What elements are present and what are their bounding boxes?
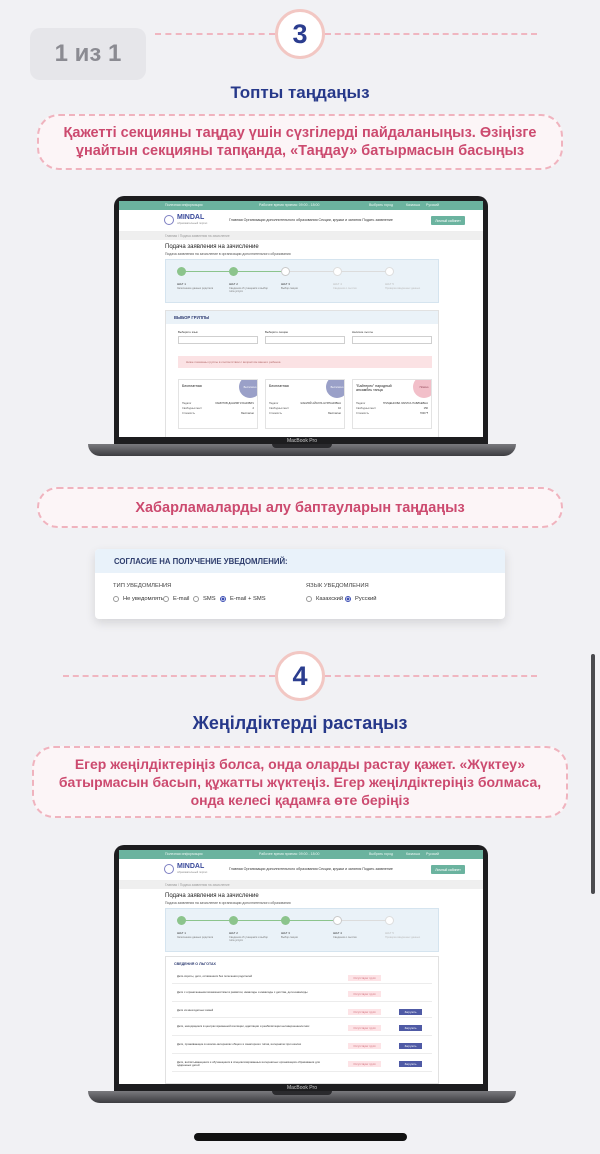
- step-5-desc: Проверка введенных данных: [385, 287, 421, 290]
- benefit-row-3: [172, 1006, 432, 1018]
- step4-number-badge: 4: [275, 651, 325, 701]
- step-2-dot: [229, 267, 238, 276]
- radio-sms[interactable]: [193, 596, 216, 602]
- free-label: Свободных мест: [356, 407, 377, 410]
- radio-icon: [163, 596, 169, 602]
- stepper-line-todo: [337, 920, 389, 921]
- step-4-label: ШАГ 4: [333, 282, 342, 286]
- upload-button[interactable]: Загрузить: [399, 1043, 422, 1049]
- filter-section-select[interactable]: [265, 336, 345, 344]
- cost-value: Бесплатно: [328, 412, 341, 415]
- teacher-value: ЖАКИЯЙ АЙАУЛЬ НУРЛАНОВНА: [300, 402, 341, 405]
- step-3-desc: Выбор секции: [281, 936, 298, 939]
- radio-selected-icon: [220, 596, 226, 602]
- radio-russian[interactable]: [345, 596, 377, 602]
- filter-benefit-label: Наличие льготы: [352, 330, 373, 334]
- step4-title: Жеңілдіктерді растаңыз: [192, 713, 408, 733]
- step3-title: Топты таңдаңыз: [230, 83, 370, 102]
- topbar-city[interactable]: Выбрать город: [369, 203, 394, 207]
- step-4-dot: [333, 916, 342, 925]
- notification-language-label: ЯЗЫК УВЕДОМЛЕНИЯ: [306, 583, 369, 589]
- page-counter: 1 из 1: [30, 28, 146, 80]
- topbar-hours: Рабочее время приема: 09:00 - 18:00: [259, 203, 320, 207]
- benefit-row-6: [172, 1058, 432, 1072]
- benefit-status: Отсутствуют групп: [348, 1061, 381, 1067]
- filter-section-label: Выберите секцию: [265, 330, 289, 334]
- topbar-hours: Рабочее время приема: 09:00 - 18:00: [259, 852, 320, 856]
- page-title: Подача заявления на зачисление: [165, 244, 259, 250]
- group-card-3[interactable]: [352, 379, 432, 429]
- laptop-brand: MacBook Pro: [286, 1085, 317, 1091]
- benefit-row-4: [172, 1022, 432, 1036]
- upload-button[interactable]: Загрузить: [399, 1009, 422, 1015]
- step-5-desc: Проверка введенных данных: [385, 936, 421, 939]
- logo-text[interactable]: MINDAL: [177, 863, 205, 870]
- topbar-info[interactable]: Полезная информация: [165, 203, 203, 207]
- stepper: [165, 908, 439, 952]
- logo-subtitle: образовательный портал: [177, 222, 208, 225]
- free-value: 10: [338, 407, 341, 410]
- laptop-notch: [272, 1091, 332, 1095]
- benefit-text: Дети, находящиеся в центрах временной изоляции, адаптации и реабилитации несовершеннолетних: [177, 1024, 310, 1028]
- breadcrumb: Главная / Подача заявления на зачисление: [119, 232, 483, 240]
- cost-label: Стоимость: [182, 412, 195, 415]
- step-3-label: ШАГ 3: [281, 931, 290, 935]
- benefit-text: Дети из многодетных семей: [177, 1008, 214, 1012]
- price-badge: Бесплатно: [239, 379, 258, 398]
- benefit-text: Дети, воспитывающиеся и обучающиеся в специализированных интернатных организациях образования для одаренных детей: [177, 1060, 320, 1068]
- free-value: 2: [252, 407, 254, 410]
- teacher-label: Педагог: [269, 402, 279, 405]
- benefit-row-2: [172, 988, 432, 1002]
- group-card-title: Бесплатная: [182, 384, 202, 388]
- step-1-dot: [177, 916, 186, 925]
- group-card-title: "Байтерек" народный ансамбль танца: [356, 384, 392, 392]
- step3-instruction: Қажетті секцияны таңдау үшін сүзгілерді пайдаланыңыз. Өзіңізге ұнайтын секцияны тапқанда, «Таңдау» батырмасын басыңыз: [37, 114, 563, 170]
- radio-label: Не уведомлять: [123, 596, 164, 602]
- cost-label: Стоимость: [356, 412, 369, 415]
- step-2-desc: Сведения об учащемся и выбор типа услуги: [229, 287, 268, 294]
- logo-icon: [164, 215, 174, 225]
- cabinet-button[interactable]: Личный кабинет: [431, 216, 465, 225]
- radio-label: Казахский: [316, 596, 344, 602]
- benefit-status: Отсутствуют групп: [348, 1043, 381, 1049]
- breadcrumb: Главная / Подача заявления на зачисление: [119, 881, 483, 889]
- nav-links[interactable]: Главная Организации дополнительного образования Секции, кружки и занятия Подать заявление: [229, 867, 393, 871]
- group-card-1[interactable]: [178, 379, 258, 429]
- upload-button[interactable]: Загрузить: [399, 1061, 422, 1067]
- page-subtitle: Подача заявления на зачисление в организации дополнительного образования: [165, 901, 291, 905]
- step-1-dot: [177, 267, 186, 276]
- notification-type-label: ТИП УВЕДОМЛЕНИЯ: [113, 583, 172, 589]
- step-4-label: ШАГ 4: [333, 931, 342, 935]
- topbar-lang-ru[interactable]: Русский: [426, 852, 439, 856]
- step4-divider-right: [325, 675, 537, 677]
- logo-subtitle: образовательный портал: [177, 871, 208, 874]
- logo-icon: [164, 864, 174, 874]
- benefits-title: СВЕДЕНИЯ О ЛЬГОТАХ: [174, 962, 216, 966]
- step-2-desc: Сведения об учащемся и выбор типа услуги: [229, 936, 268, 943]
- laptop-brand: MacBook Pro: [286, 438, 317, 444]
- price-badge: Платно: [413, 379, 432, 398]
- benefit-text: Дети, проживающие в школах-интернатах общего и санаторного типов, интернатах при школах: [177, 1042, 302, 1046]
- step-5-label: ШАГ 5: [385, 282, 394, 286]
- cost-value: 7000 ₸: [419, 412, 428, 415]
- radio-icon: [113, 596, 119, 602]
- step-2-label: ШАГ 2: [229, 931, 238, 935]
- group-panel: [165, 310, 439, 437]
- filter-language-select[interactable]: [178, 336, 258, 344]
- step-5-label: ШАГ 5: [385, 931, 394, 935]
- topbar-info[interactable]: Полезная информация: [165, 852, 203, 856]
- radio-label: Русский: [355, 596, 377, 602]
- radio-label: E-mail: [173, 596, 190, 602]
- cost-value: Бесплатно: [241, 412, 254, 415]
- cabinet-button[interactable]: Личный кабинет: [431, 865, 465, 874]
- group-card-2[interactable]: [265, 379, 345, 429]
- site-navbar: [119, 859, 483, 881]
- step-1-desc: Заполнение данных родителя: [177, 936, 214, 939]
- filter-benefit-select[interactable]: [352, 336, 432, 344]
- benefit-row-1: [172, 972, 432, 984]
- step-2-label: ШАГ 2: [229, 282, 238, 286]
- teacher-label: Педагог: [356, 402, 366, 405]
- step-1-label: ШАГ 1: [177, 282, 186, 286]
- step-1-desc: Заполнение данных родителя: [177, 287, 214, 290]
- laptop-screen: [119, 850, 483, 1084]
- benefit-status: Отсутствуют групп: [348, 991, 381, 997]
- page-title: Подача заявления на зачисление: [165, 893, 259, 899]
- teacher-value: ГРИЦЕНКОВА ЛАРИСА ПАВЛЬЕВНА: [382, 402, 428, 405]
- benefit-status: Отсутствуют групп: [348, 1009, 381, 1015]
- step-3-label: ШАГ 3: [281, 282, 290, 286]
- step-3-dot: [281, 267, 290, 276]
- free-value: 150: [423, 407, 428, 410]
- home-indicator[interactable]: [194, 1133, 407, 1141]
- step-2-dot: [229, 916, 238, 925]
- radio-icon: [306, 596, 312, 602]
- benefit-text: Дети-сироты, дети, оставшиеся без попечения родителей: [177, 974, 253, 978]
- topbar-city[interactable]: Выбрать город: [369, 852, 394, 856]
- benefit-status: Отсутствуют групп: [348, 975, 381, 981]
- free-label: Свободных мест: [182, 407, 203, 410]
- step3-divider-right: [325, 33, 537, 35]
- radio-no-notify[interactable]: [113, 596, 164, 602]
- teacher-value: ХАМИТОВ ДАНИЯР КУАНОВИЧ: [215, 402, 254, 405]
- step-3-desc: Выбор секции: [281, 287, 298, 290]
- radio-email-sms[interactable]: [220, 596, 266, 602]
- stepper: [165, 259, 439, 303]
- benefit-status: Отсутствуют групп: [348, 1025, 381, 1031]
- benefits-panel: [165, 956, 439, 1084]
- teacher-label: Педагог: [182, 402, 192, 405]
- cost-label: Стоимость: [269, 412, 282, 415]
- upload-button[interactable]: Загрузить: [399, 1025, 422, 1031]
- notifications-instruction: Хабарламаларды алу баптауларын таңдаңыз: [37, 487, 563, 528]
- filter-language-label: Выберите язык: [178, 330, 198, 334]
- notifications-title: СОГЛАСИЕ НА ПОЛУЧЕНИЕ УВЕДОМЛЕНИЙ:: [95, 549, 505, 573]
- scrollbar[interactable]: [591, 654, 595, 894]
- radio-label: SMS: [203, 596, 216, 602]
- step-3-dot: [281, 916, 290, 925]
- step-5-dot: [385, 267, 394, 276]
- topbar-lang-kz[interactable]: Казахша: [406, 852, 421, 856]
- step3-number-badge: 3: [275, 9, 325, 59]
- step-1-label: ШАГ 1: [177, 931, 186, 935]
- step-4-dot: [333, 267, 342, 276]
- site-topbar: [119, 850, 483, 859]
- radio-label: E-mail + SMS: [230, 596, 266, 602]
- page-subtitle: Подача заявления на зачисление в организации дополнительного образования: [165, 252, 291, 256]
- benefit-row-5: [172, 1040, 432, 1054]
- radio-icon: [193, 596, 199, 602]
- radio-selected-icon: [345, 596, 351, 602]
- step4-instruction: Егер жеңілдіктеріңіз болса, онда оларды растау қажет. «Жүктеу» батырмасын басып, құжатты жүктеңіз. Егер жеңілдіктеріңіз болмаса, онда келесі қадамға өте беріңіз: [32, 746, 568, 818]
- step-4-desc: Сведения о льготах: [333, 287, 357, 290]
- group-card-title: Бесплатная: [269, 384, 289, 388]
- topbar-lang-ru[interactable]: Русский: [426, 203, 439, 207]
- logo-text[interactable]: MINDAL: [177, 214, 205, 221]
- age-alert: Ниже показаны группы в соответствии с возрастом вашего ребенка: [178, 356, 432, 368]
- price-badge: Бесплатно: [326, 379, 345, 398]
- site-navbar: [119, 210, 483, 232]
- step4-divider-left: [63, 675, 275, 677]
- laptop-screenshot-group-selection: [88, 196, 516, 460]
- laptop-notch: [272, 444, 332, 448]
- laptop-screenshot-benefits: [88, 845, 516, 1107]
- step3-divider-left: [155, 33, 275, 35]
- free-label: Свободных мест: [269, 407, 290, 410]
- benefit-text: Дети с ограниченными возможностями в развитии, инвалиды и инвалиды с детства, дети-инвалиды: [177, 990, 308, 994]
- radio-kazakh[interactable]: [306, 596, 343, 602]
- stepper-line-done: [181, 920, 337, 921]
- nav-links[interactable]: Главная Организации дополнительного образования Секции, кружки и занятия Подать заявление: [229, 218, 393, 222]
- step-5-dot: [385, 916, 394, 925]
- site-topbar: [119, 201, 483, 210]
- notifications-panel: [95, 549, 505, 619]
- laptop-screen: [119, 201, 483, 437]
- topbar-lang-kz[interactable]: Казахша: [406, 203, 421, 207]
- radio-email[interactable]: [163, 596, 189, 602]
- group-panel-title: ВЫБОР ГРУППЫ: [166, 311, 438, 324]
- step-4-desc: Сведения о льготах: [333, 936, 357, 939]
